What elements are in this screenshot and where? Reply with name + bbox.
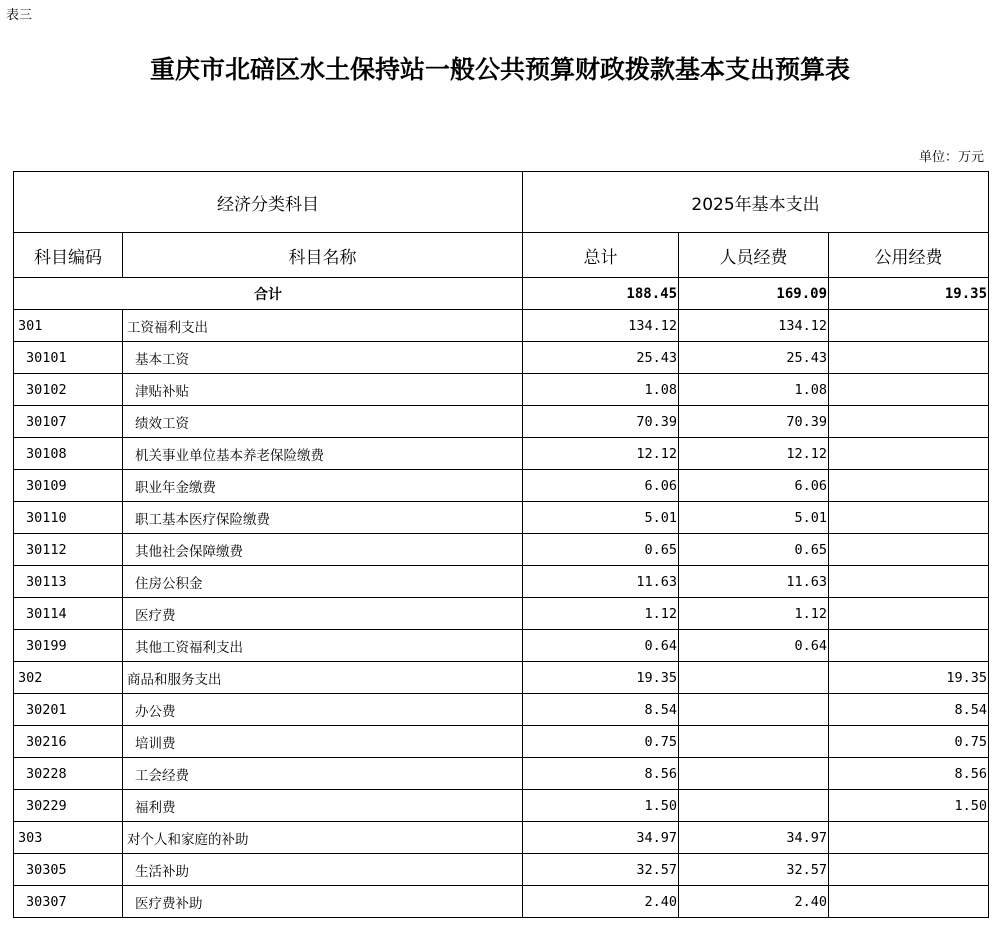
header-subject-code: 科目编码 [14, 233, 123, 278]
personnel-cell: 134.12 [679, 310, 829, 342]
personnel-cell: 34.97 [679, 822, 829, 854]
subject-name-cell: 对个人和家庭的补助 [123, 822, 523, 854]
sum-row [14, 278, 989, 310]
public-cell [829, 822, 989, 854]
personnel-cell: 1.08 [679, 374, 829, 406]
header-personnel-funds: 人员经费 [679, 233, 829, 278]
table-row [14, 534, 989, 566]
subject-name-cell: 机关事业单位基本养老保险缴费 [123, 438, 523, 470]
total-cell: 0.64 [523, 630, 679, 662]
table-row [14, 726, 989, 758]
table-row [14, 502, 989, 534]
total-cell: 1.12 [523, 598, 679, 630]
subject-name-cell: 住房公积金 [123, 566, 523, 598]
subject-code-cell: 30216 [14, 726, 123, 758]
subject-name-cell: 培训费 [123, 726, 523, 758]
total-cell: 134.12 [523, 310, 679, 342]
total-cell: 2.40 [523, 886, 679, 918]
header-total: 总计 [523, 233, 679, 278]
personnel-cell [679, 726, 829, 758]
public-cell [829, 374, 989, 406]
subject-code-cell: 30228 [14, 758, 123, 790]
subject-code-cell: 30113 [14, 566, 123, 598]
sum-total: 188.45 [523, 278, 679, 310]
public-cell: 1.50 [829, 790, 989, 822]
sum-public: 19.35 [829, 278, 989, 310]
total-cell: 0.75 [523, 726, 679, 758]
subject-name-cell: 商品和服务支出 [123, 662, 523, 694]
subject-name-cell: 工会经费 [123, 758, 523, 790]
table-row [14, 822, 989, 854]
subject-code-cell: 30112 [14, 534, 123, 566]
public-cell [829, 406, 989, 438]
unit-label: 单位：万元 [918, 150, 984, 165]
total-cell: 11.63 [523, 566, 679, 598]
total-cell: 34.97 [523, 822, 679, 854]
subject-code-cell: 303 [14, 822, 123, 854]
subject-name-cell: 福利费 [123, 790, 523, 822]
table-row [14, 374, 989, 406]
table-row [14, 662, 989, 694]
personnel-cell [679, 662, 829, 694]
personnel-cell: 12.12 [679, 438, 829, 470]
subject-name-cell: 绩效工资 [123, 406, 523, 438]
subject-code-cell: 30110 [14, 502, 123, 534]
total-cell: 25.43 [523, 342, 679, 374]
table-row [14, 886, 989, 918]
total-cell: 1.50 [523, 790, 679, 822]
public-cell: 0.75 [829, 726, 989, 758]
table-row [14, 694, 989, 726]
sum-label: 合计 [14, 278, 523, 310]
personnel-cell: 0.64 [679, 630, 829, 662]
personnel-cell: 32.57 [679, 854, 829, 886]
personnel-cell: 11.63 [679, 566, 829, 598]
subject-name-cell: 津贴补贴 [123, 374, 523, 406]
public-cell: 19.35 [829, 662, 989, 694]
header-row-columns [14, 233, 989, 278]
subject-code-cell: 301 [14, 310, 123, 342]
subject-code-cell: 30229 [14, 790, 123, 822]
personnel-cell: 25.43 [679, 342, 829, 374]
subject-code-cell: 30101 [14, 342, 123, 374]
subject-code-cell: 30201 [14, 694, 123, 726]
header-basic-expenditure-2025: 2025年基本支出 [523, 172, 989, 233]
header-subject-name: 科目名称 [123, 233, 523, 278]
table-row [14, 630, 989, 662]
subject-name-cell: 其他社会保障缴费 [123, 534, 523, 566]
subject-code-cell: 30199 [14, 630, 123, 662]
subject-name-cell: 其他工资福利支出 [123, 630, 523, 662]
total-cell: 70.39 [523, 406, 679, 438]
subject-name-cell: 职工基本医疗保险缴费 [123, 502, 523, 534]
subject-code-cell: 302 [14, 662, 123, 694]
subject-code-cell: 30102 [14, 374, 123, 406]
personnel-cell: 6.06 [679, 470, 829, 502]
public-cell [829, 310, 989, 342]
subject-name-cell: 职业年金缴费 [123, 470, 523, 502]
table-row [14, 790, 989, 822]
subject-name-cell: 基本工资 [123, 342, 523, 374]
public-cell [829, 502, 989, 534]
table-row [14, 566, 989, 598]
total-cell: 8.56 [523, 758, 679, 790]
subject-name-cell: 办公费 [123, 694, 523, 726]
public-cell [829, 886, 989, 918]
table-row [14, 598, 989, 630]
table-row [14, 854, 989, 886]
personnel-cell: 0.65 [679, 534, 829, 566]
page-title: 重庆市北碚区水土保持站一般公共预算财政拨款基本支出预算表 [149, 55, 850, 84]
public-cell [829, 598, 989, 630]
table-row [14, 758, 989, 790]
subject-code-cell: 30307 [14, 886, 123, 918]
header-economic-classification: 经济分类科目 [14, 172, 523, 233]
total-cell: 19.35 [523, 662, 679, 694]
subject-code-cell: 30109 [14, 470, 123, 502]
table-row [14, 406, 989, 438]
header-public-funds: 公用经费 [829, 233, 989, 278]
total-cell: 5.01 [523, 502, 679, 534]
personnel-cell: 1.12 [679, 598, 829, 630]
total-cell: 12.12 [523, 438, 679, 470]
public-cell [829, 630, 989, 662]
header-row-group [14, 172, 989, 233]
total-cell: 8.54 [523, 694, 679, 726]
subject-code-cell: 30107 [14, 406, 123, 438]
subject-name-cell: 生活补助 [123, 854, 523, 886]
table-number-label: 表三 [6, 8, 33, 23]
sum-personnel: 169.09 [679, 278, 829, 310]
subject-name-cell: 工资福利支出 [123, 310, 523, 342]
public-cell [829, 854, 989, 886]
total-cell: 32.57 [523, 854, 679, 886]
public-cell [829, 566, 989, 598]
table-row [14, 342, 989, 374]
subject-name-cell: 医疗费 [123, 598, 523, 630]
budget-table [13, 171, 989, 918]
public-cell [829, 342, 989, 374]
table-row [14, 470, 989, 502]
total-cell: 0.65 [523, 534, 679, 566]
personnel-cell [679, 694, 829, 726]
public-cell [829, 534, 989, 566]
total-cell: 6.06 [523, 470, 679, 502]
subject-code-cell: 30108 [14, 438, 123, 470]
personnel-cell [679, 758, 829, 790]
table-row [14, 438, 989, 470]
public-cell: 8.56 [829, 758, 989, 790]
public-cell: 8.54 [829, 694, 989, 726]
personnel-cell [679, 790, 829, 822]
personnel-cell: 2.40 [679, 886, 829, 918]
public-cell [829, 470, 989, 502]
public-cell [829, 438, 989, 470]
personnel-cell: 70.39 [679, 406, 829, 438]
personnel-cell: 5.01 [679, 502, 829, 534]
table-row [14, 310, 989, 342]
subject-name-cell: 医疗费补助 [123, 886, 523, 918]
subject-code-cell: 30305 [14, 854, 123, 886]
total-cell: 1.08 [523, 374, 679, 406]
subject-code-cell: 30114 [14, 598, 123, 630]
